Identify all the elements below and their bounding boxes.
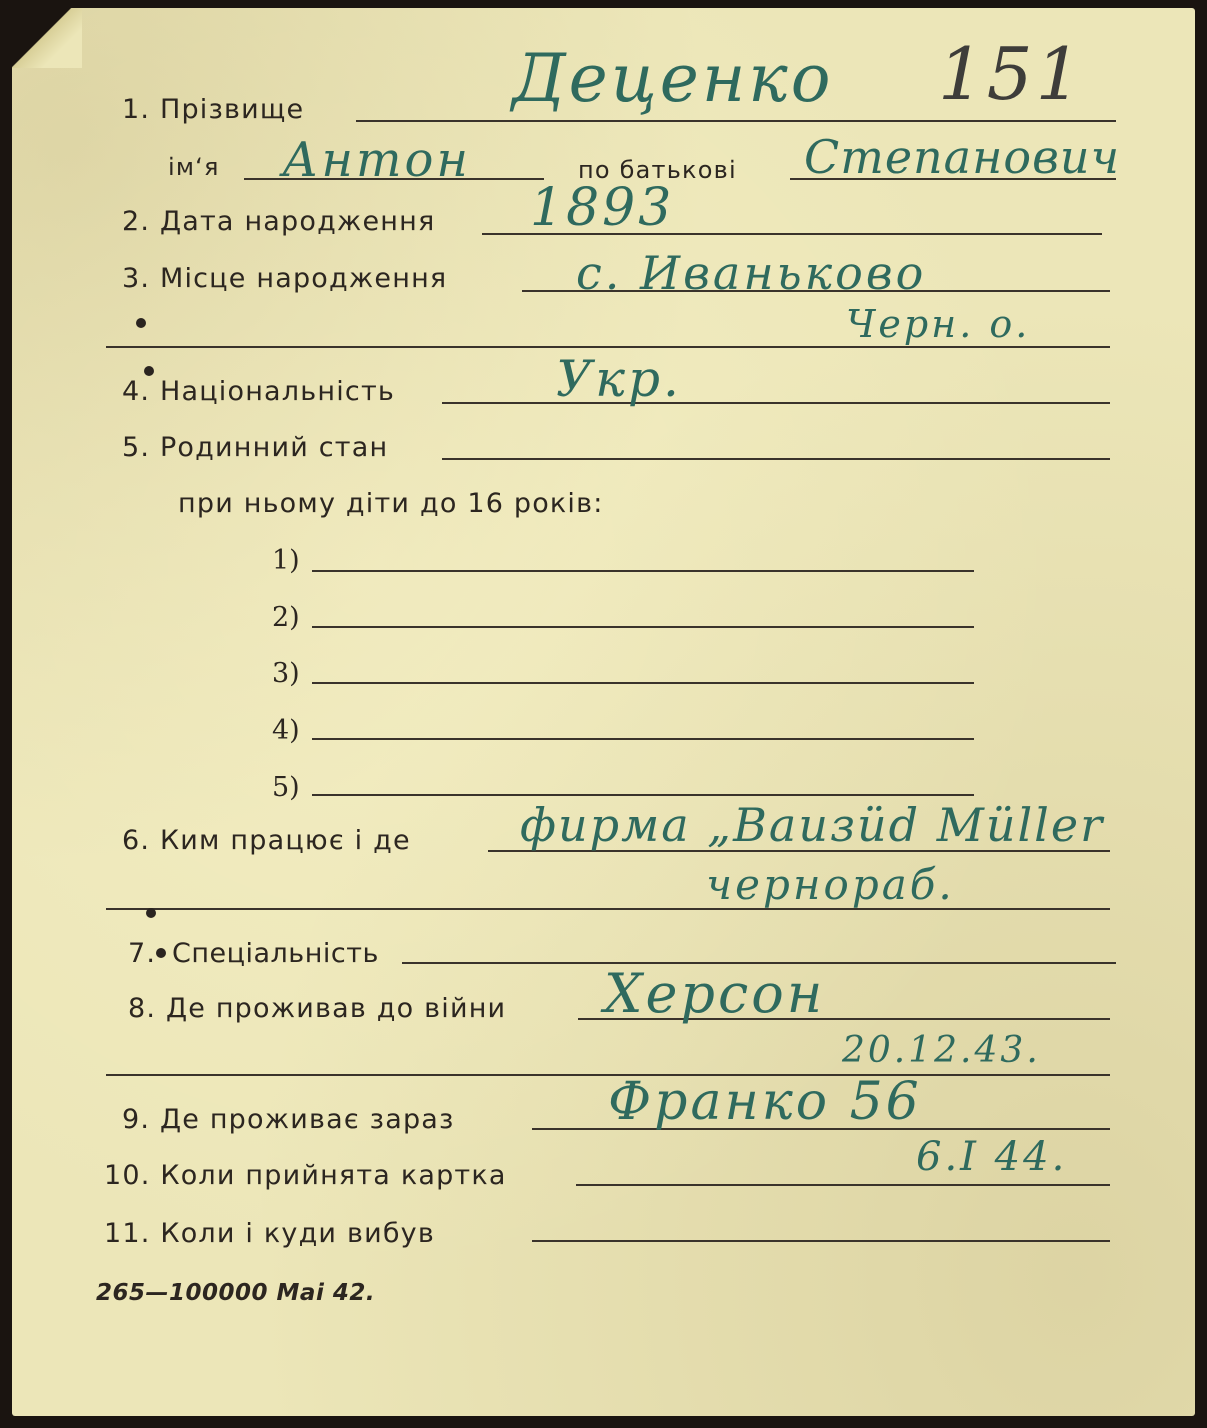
label-left: 11. Коли і куди вибув (104, 1218, 435, 1249)
hw-card-accepted: 6.I 44. (916, 1134, 1068, 1180)
punch-hole (144, 366, 154, 376)
line-child-2 (312, 626, 974, 628)
label-child-3: 3) (272, 658, 300, 689)
print-code: 265—100000 Mai 42. (96, 1280, 376, 1306)
label-surname: 1. Прізвище (122, 94, 305, 125)
line-marital (442, 458, 1110, 460)
label-specialty-number: 7. (128, 938, 157, 969)
label-current: 9. Де проживає зараз (122, 1104, 455, 1135)
label-child-1: 1) (272, 545, 300, 576)
label-specialty: Спеціальність (172, 938, 379, 969)
hw-birth-place-2: Черн. о. (846, 302, 1031, 346)
label-marital: 5. Родинний стан (122, 432, 389, 463)
folded-corner (12, 8, 82, 68)
line-child-3 (312, 682, 974, 684)
hw-work-1: фирма „Bauзüd Müller (520, 798, 1105, 852)
label-prewar: 8. Де проживав до війни (128, 993, 507, 1024)
line-surname (356, 120, 1116, 122)
hw-name: Антон (282, 132, 471, 188)
hw-birth-date: 1893 (530, 178, 675, 238)
label-child-2: 2) (272, 602, 300, 633)
hw-surname: Деценко (512, 40, 834, 117)
line-card-accepted (576, 1184, 1110, 1186)
label-card-accepted: 10. Коли прийнята картка (104, 1160, 507, 1191)
label-nationality: 4. Національність (122, 376, 395, 407)
hw-prewar: Херсон (604, 962, 826, 1025)
hw-date-note: 20.12.43. (842, 1030, 1041, 1071)
punch-hole (136, 318, 146, 328)
label-name: ім‘я (168, 153, 220, 181)
line-left (532, 1240, 1110, 1242)
line-nationality (442, 402, 1110, 404)
line-birth-place-2 (106, 346, 1110, 348)
label-children: при ньому діти до 16 років: (178, 488, 604, 519)
punch-hole (156, 948, 166, 958)
line-child-1 (312, 570, 974, 572)
hw-work-2: черноpaб. (706, 860, 955, 909)
label-birth-place: 3. Місце народження (122, 263, 448, 294)
label-child-4: 4) (272, 715, 300, 746)
hw-nationality: Укр. (556, 350, 682, 408)
label-child-5: 5) (272, 772, 300, 803)
hw-birth-place-1: с. Иваньково (576, 246, 927, 300)
hw-current: Франко 56 (608, 1072, 922, 1132)
line-child-4 (312, 738, 974, 740)
punch-hole (146, 908, 156, 918)
label-work: 6. Ким працює і де (122, 825, 411, 856)
hw-card-number: 151 (938, 32, 1085, 116)
line-work-2 (106, 908, 1110, 910)
label-patronymic: по батькові (578, 156, 737, 184)
label-birth-date: 2. Дата народження (122, 206, 436, 237)
line-child-5 (312, 794, 974, 796)
hw-patronymic: Степанович (804, 130, 1121, 184)
